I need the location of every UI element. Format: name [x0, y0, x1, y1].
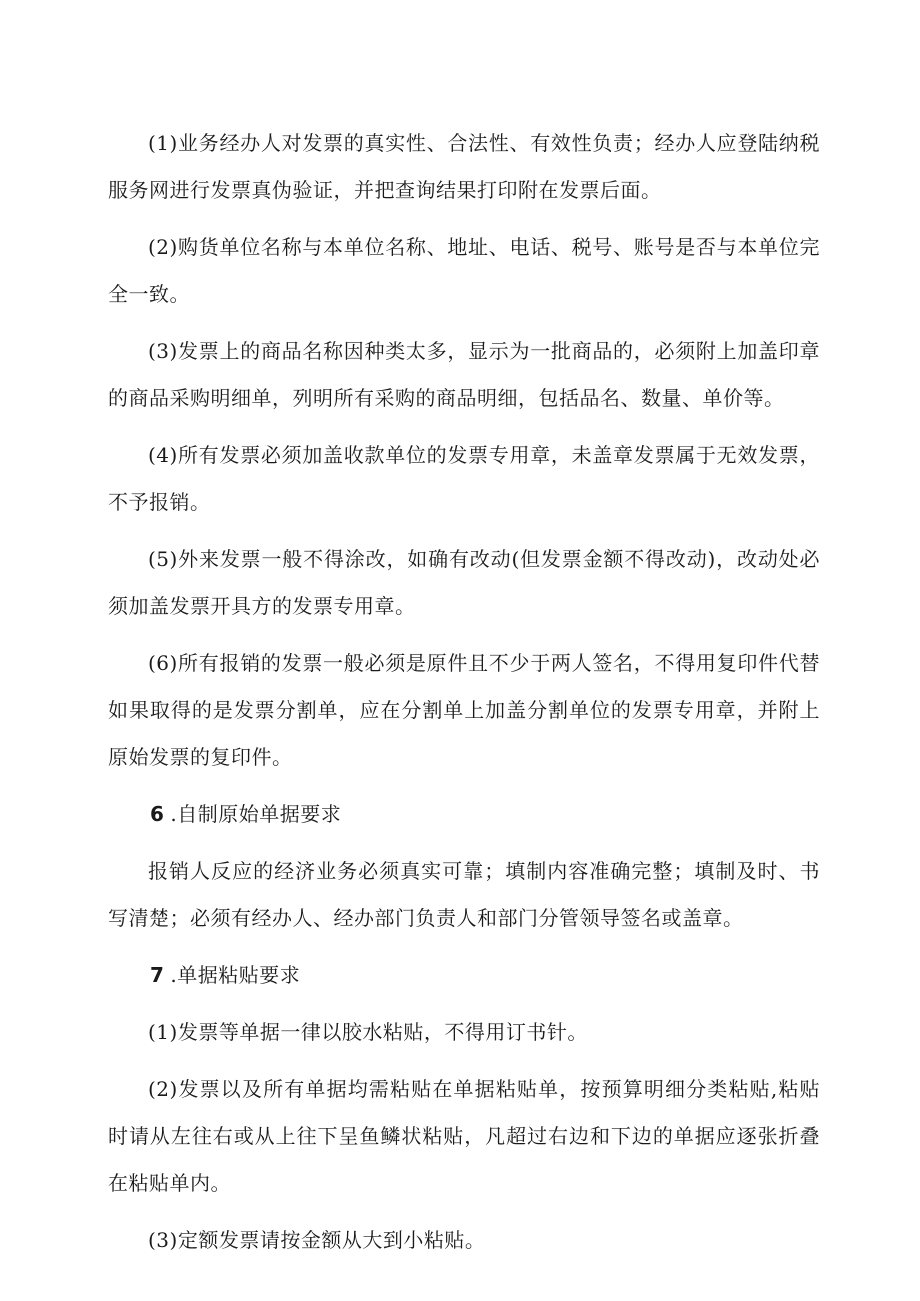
- paragraph-item-2: (2)购货单位名称与本单位名称、地址、电话、税号、账号是否与本单位完全一致。: [108, 235, 820, 306]
- section-7-item-3: (3)定额发票请按金额从大到小粘贴。: [148, 1228, 486, 1252]
- section-7-item-2: (2)发票以及所有单据均需粘贴在单据粘贴单，按预算明细分类粘贴,粘贴时请从左往右或从上往下呈鱼鳞状粘贴，凡超过右边和下边的单据应逐张折叠在粘贴单内。: [108, 1077, 820, 1195]
- paragraph-item-3: (3)发票上的商品名称因种类太多，显示为一批商品的，必须附上加盖印章的商品采购明细单，列明所有采购的商品明细，包括品名、数量、单价等。: [108, 339, 820, 410]
- section-6-number: 6: [150, 802, 165, 826]
- section-6-body: 报销人反应的经济业务必须真实可靠；填制内容准确完整；填制及时、书写清楚；必须有经办人、经办部门负责人和部门分管领导签名或盖章。: [108, 859, 820, 930]
- section-6-title: .自制原始单据要求: [170, 802, 342, 826]
- section-7-item-1: (1)发票等单据一律以胶水粘贴，不得用订书针。: [148, 1020, 588, 1044]
- paragraph-item-5: (5)外来发票一般不得涂改，如确有改动(但发票金额不得改动)，改动处必须加盖发票开具方的发票专用章。: [108, 547, 820, 618]
- section-7-number: 7: [150, 963, 165, 987]
- paragraph-item-6: (6)所有报销的发票一般必须是原件且不少于两人签名，不得用复印件代替如果取得的是发票分割单，应在分割单上加盖分割单位的发票专用章，并附上原始发票的复印件。: [108, 651, 820, 769]
- section-7-title: .单据粘贴要求: [170, 963, 301, 987]
- paragraph-item-4: (4)所有发票必须加盖收款单位的发票专用章，未盖章发票属于无效发票，不予报销。: [108, 443, 820, 514]
- document-page: [108, 120, 820, 1274]
- paragraph-item-1: (1)业务经办人对发票的真实性、合法性、有效性负责；经办人应登陆纳税服务网进行发票真伪验证，并把查询结果打印附在发票后面。: [108, 131, 820, 202]
- section-7-heading: [108, 952, 820, 999]
- section-6-heading: [108, 791, 820, 838]
